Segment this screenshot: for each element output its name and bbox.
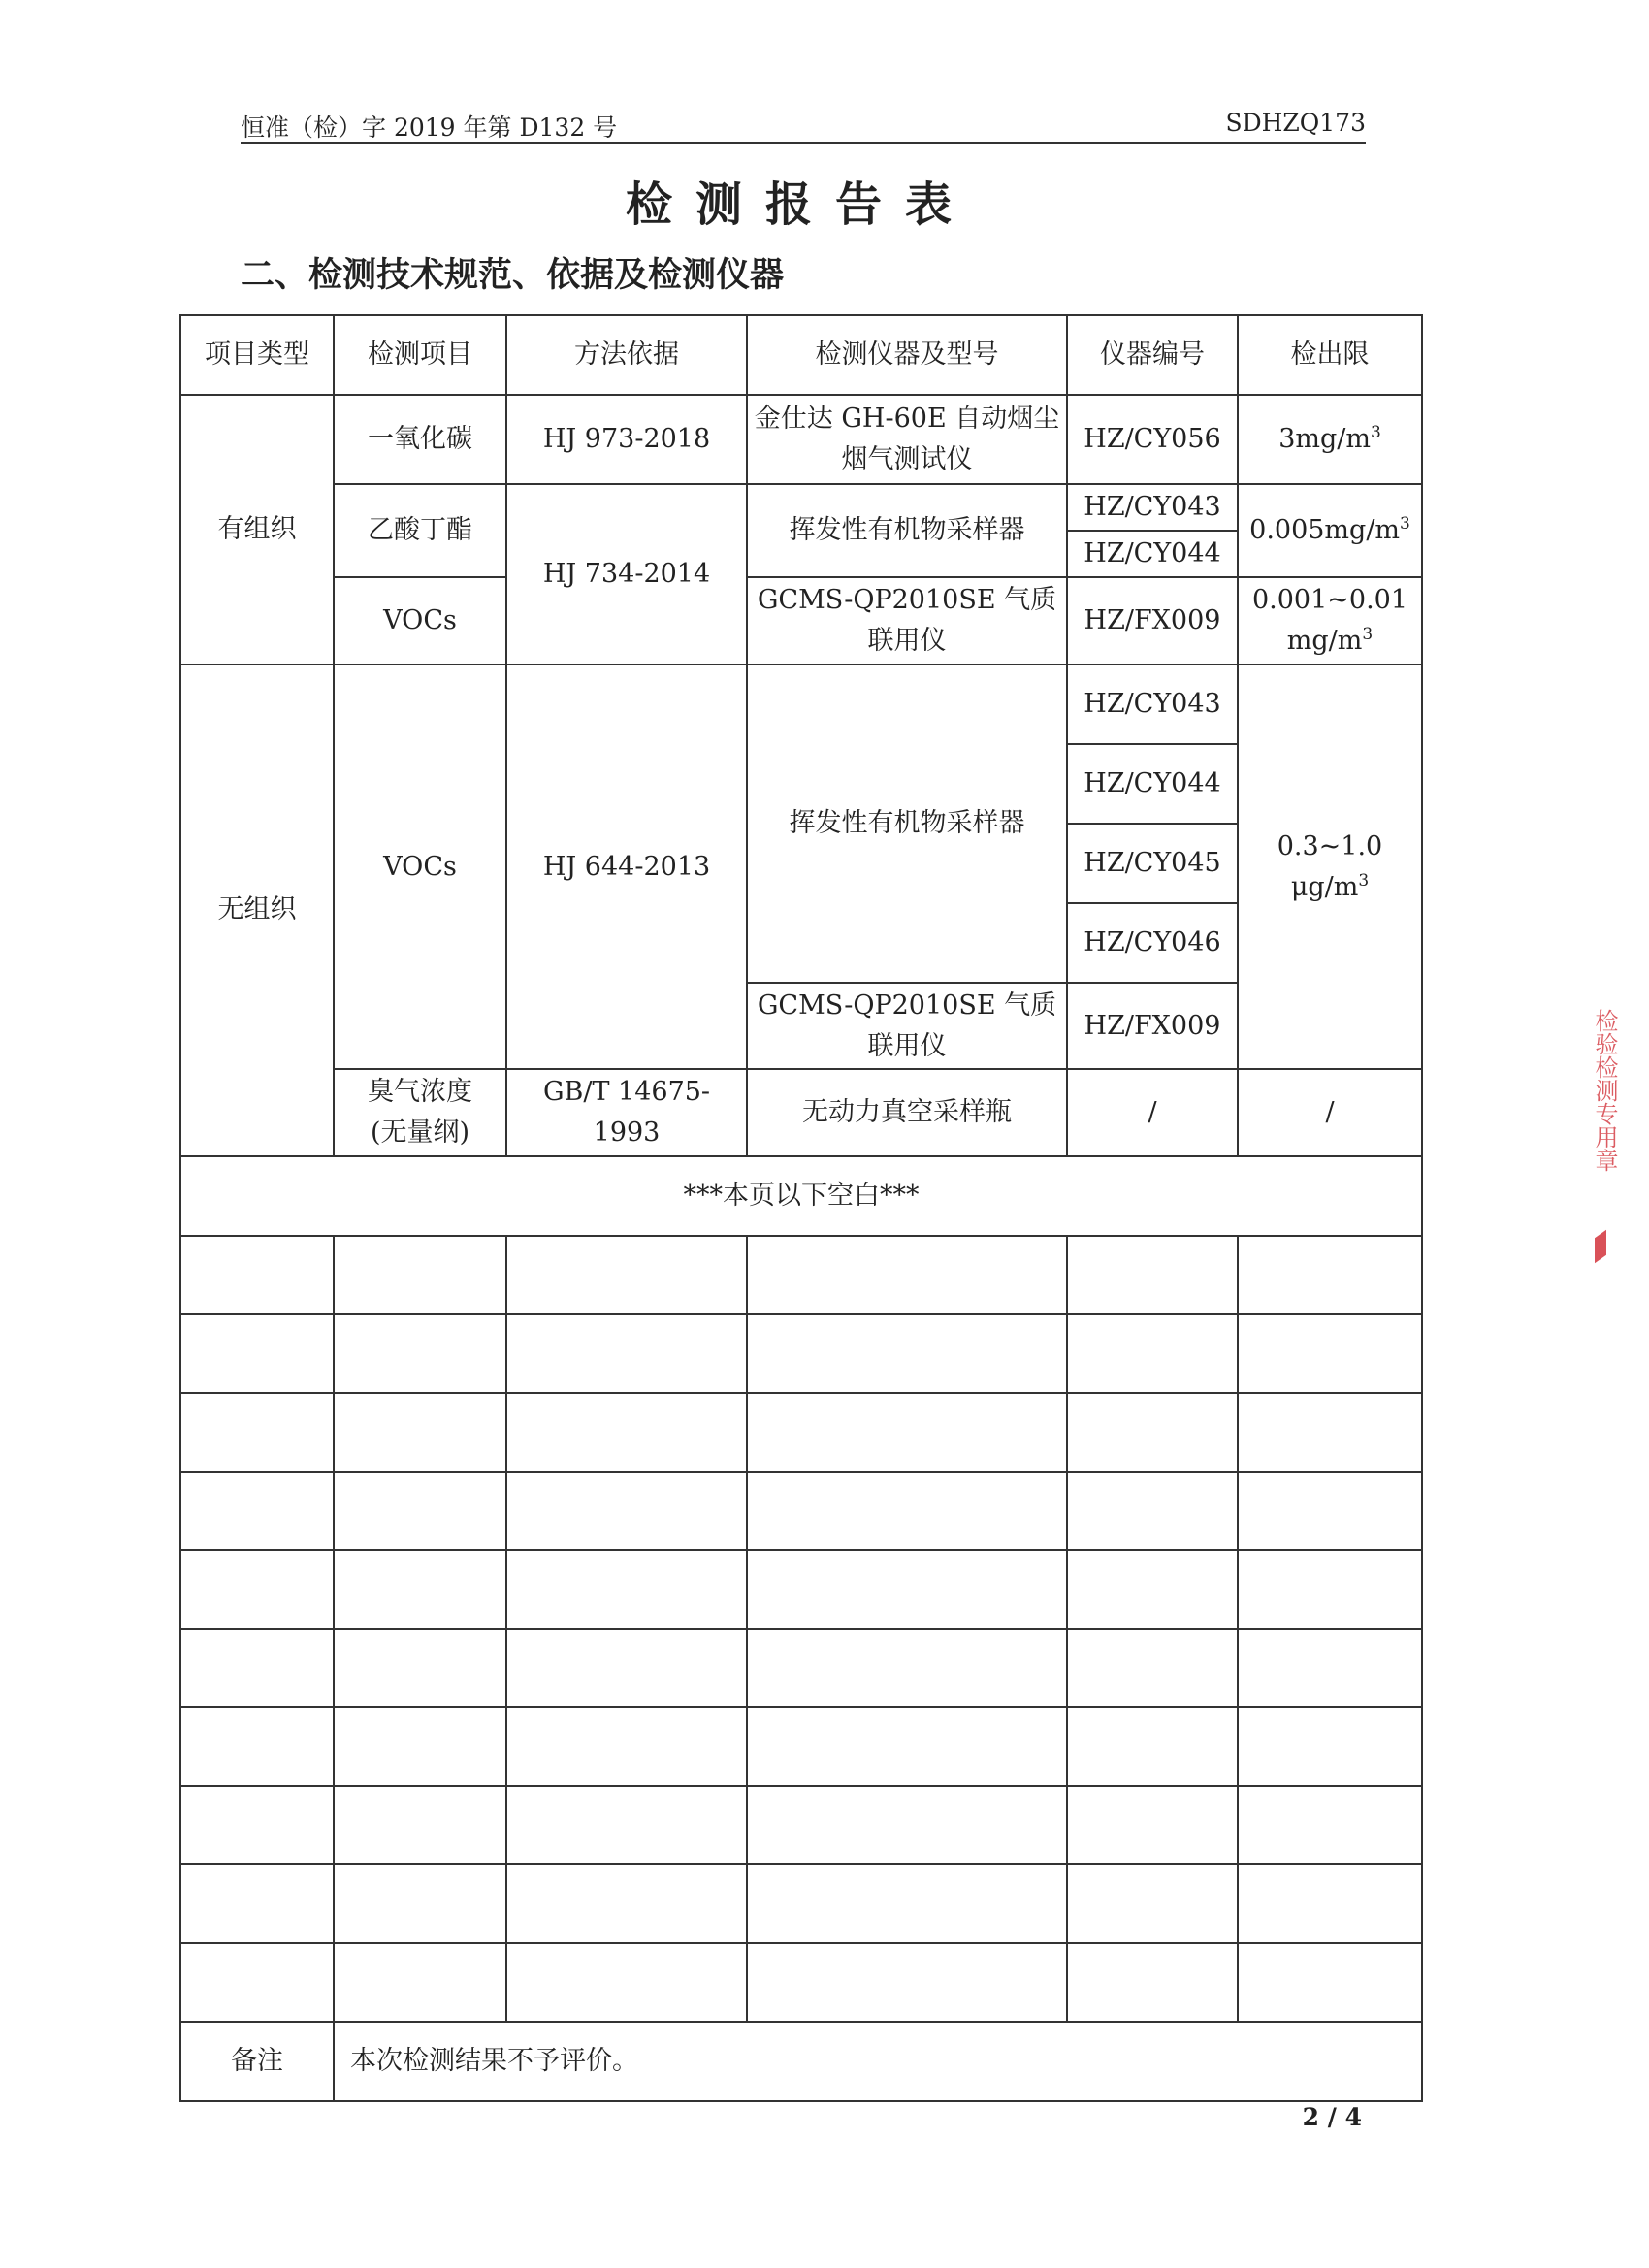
- instrument-id-cell: HZ/CY056: [1067, 395, 1238, 484]
- limit-line2: mg/m: [1286, 625, 1363, 656]
- table-row: [180, 395, 1422, 484]
- empty-row: [180, 1629, 1422, 1707]
- page-number: 2 / 4: [1302, 2103, 1362, 2131]
- empty-row: [180, 1550, 1422, 1629]
- remark-row: [180, 2022, 1422, 2101]
- table-row: [180, 1069, 1422, 1156]
- instrument-cell: 无动力真空采样瓶: [747, 1069, 1067, 1156]
- header-divider: [241, 142, 1366, 144]
- instrument-id-cell: HZ/CY043: [1067, 484, 1238, 531]
- blank-note-row: [180, 1156, 1422, 1236]
- limit-exponent: 3: [1400, 513, 1410, 534]
- instrument-id-cell: HZ/FX009: [1067, 577, 1238, 664]
- instrument-id-cell: HZ/CY043: [1067, 664, 1238, 744]
- section-title: 二、检测技术规范、依据及检测仪器: [241, 255, 785, 295]
- report-number: 恒准（检）字 2019 年第 D132 号: [241, 113, 618, 142]
- detection-limit-cell: [1238, 395, 1422, 484]
- table-row: [180, 664, 1422, 744]
- table-row: [180, 577, 1422, 664]
- empty-row: [180, 1707, 1422, 1786]
- table-header-row: [180, 315, 1422, 395]
- detection-limit-cell: [1238, 484, 1422, 577]
- column-header: 方法依据: [506, 315, 747, 395]
- limit-line1: 0.001~0.01: [1251, 584, 1408, 615]
- item-cell: 乙酸丁酯: [334, 484, 506, 577]
- instrument-table: [179, 314, 1423, 2102]
- empty-row: [180, 1864, 1422, 1943]
- instrument-id-cell: HZ/FX009: [1067, 983, 1238, 1070]
- instrument-id-cell: HZ/CY046: [1067, 903, 1238, 983]
- item-cell: VOCs: [334, 664, 506, 1070]
- empty-row: [180, 1236, 1422, 1314]
- item-cell: 一氧化碳: [334, 395, 506, 484]
- instrument-id-cell: /: [1067, 1069, 1238, 1156]
- instrument-cell: GCMS-QP2010SE 气质联用仪: [747, 983, 1067, 1070]
- column-header: 检测项目: [334, 315, 506, 395]
- method-cell: HJ 734-2014: [506, 484, 747, 664]
- detection-limit-cell: [1238, 664, 1422, 1070]
- official-stamp: 检验检测专用章: [1591, 1009, 1618, 1172]
- empty-row: [180, 1943, 1422, 2022]
- instrument-id-cell: HZ/CY044: [1067, 744, 1238, 824]
- instrument-cell: GCMS-QP2010SE 气质联用仪: [747, 577, 1067, 664]
- empty-row: [180, 1786, 1422, 1864]
- method-cell: GB/T 14675-1993: [506, 1069, 747, 1156]
- limit-value: 0.005mg/m: [1249, 514, 1401, 545]
- column-header: 检出限: [1238, 315, 1422, 395]
- limit-line1: 0.3~1.0: [1277, 830, 1383, 861]
- blank-note: ***本页以下空白***: [180, 1156, 1422, 1236]
- item-line2: (无量纲): [370, 1118, 470, 1149]
- limit-exponent: 3: [1358, 870, 1370, 891]
- instrument-id-cell: HZ/CY044: [1067, 531, 1238, 577]
- method-cell: HJ 644-2013: [506, 664, 747, 1070]
- instrument-id-cell: HZ/CY045: [1067, 824, 1238, 903]
- empty-row: [180, 1472, 1422, 1550]
- table-row: [180, 484, 1422, 531]
- category-cell: 无组织: [180, 664, 334, 1156]
- document-code: SDHZQ173: [1225, 109, 1366, 137]
- limit-line2: μg/m: [1290, 871, 1359, 902]
- remark-label: 备注: [180, 2022, 334, 2101]
- item-line1: 臭气浓度: [368, 1077, 472, 1108]
- column-header: 项目类型: [180, 315, 334, 395]
- detection-limit-cell: [1238, 577, 1422, 664]
- limit-exponent: 3: [1362, 624, 1374, 644]
- instrument-cell: 金仕达 GH-60E 自动烟尘烟气测试仪: [747, 395, 1067, 484]
- column-header: 检测仪器及型号: [747, 315, 1067, 395]
- remark-text: 本次检测结果不予评价。: [334, 2022, 1422, 2101]
- limit-value: 3mg/m: [1278, 424, 1371, 455]
- method-cell: HJ 973-2018: [506, 395, 747, 484]
- page-title: 检测报告表: [625, 178, 975, 232]
- empty-row: [180, 1393, 1422, 1472]
- instrument-cell: 挥发性有机物采样器: [747, 664, 1067, 983]
- item-cell: VOCs: [334, 577, 506, 664]
- empty-row: [180, 1314, 1422, 1393]
- category-cell: 有组织: [180, 395, 334, 664]
- item-cell: [334, 1069, 506, 1156]
- detection-limit-cell: /: [1238, 1069, 1422, 1156]
- instrument-cell: 挥发性有机物采样器: [747, 484, 1067, 577]
- limit-exponent: 3: [1370, 423, 1381, 443]
- column-header: 仪器编号: [1067, 315, 1238, 395]
